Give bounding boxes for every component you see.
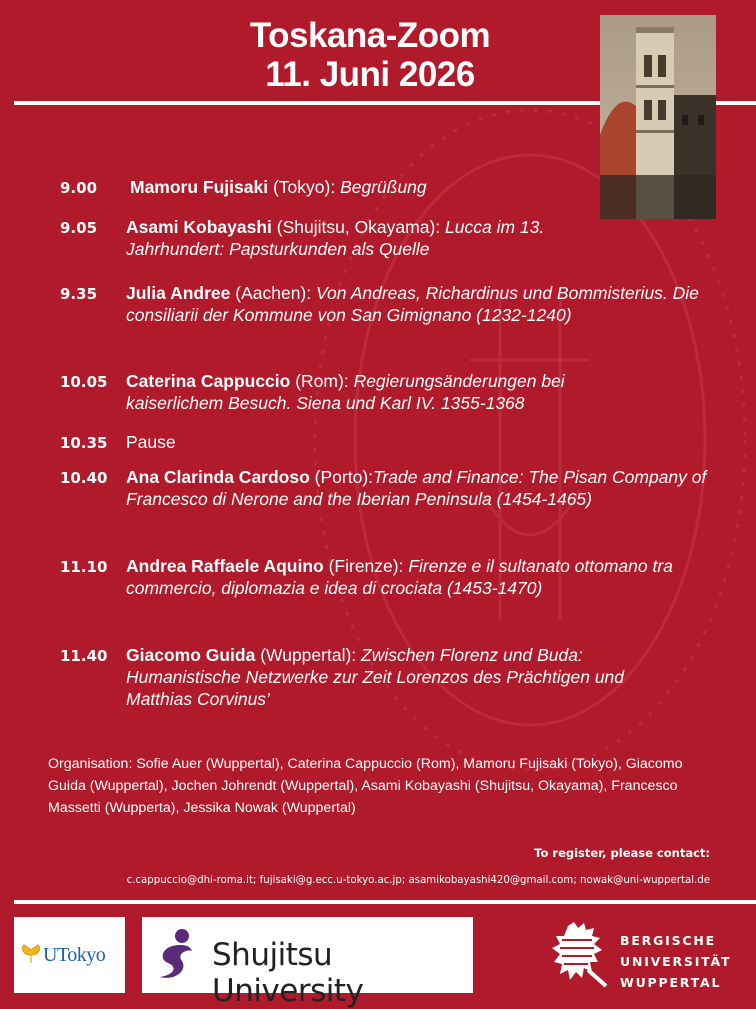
- program-entry: [60, 176, 720, 198]
- speaker-name: Asami Kobayashi: [126, 217, 272, 237]
- contact-emails: c.cappuccio@dhi-roma.it; fujisaki@g.ecc.u-tokyo.ac.jp; asamikobayashi420@gmail.com; nowak@uni-wuppertal.de: [126, 875, 710, 886]
- speaker-affiliation: (Aachen):: [230, 283, 316, 303]
- utokyo-logo: [14, 917, 125, 993]
- entry-time: 9.00: [60, 179, 98, 197]
- organisation-text: Organisation: Sofie Auer (Wuppertal), Caterina Cappuccio (Rom), Mamoru Fujisaki (Tokyo), Giacomo Guida (Wuppertal), Jochen Johrendt (Wuppertal), Asami Kobayashi (Shujitsu, Okayama), Francesco Massetti (Wupperta), Jessika Nowak (Wuppertal): [48, 756, 683, 816]
- talk-title: Begrüßung: [340, 177, 427, 197]
- ginkgo-leaf-icon: [20, 943, 42, 965]
- program-entry: [60, 370, 660, 414]
- talk-title: Trade and Finance: The Pisan Company of Francesco di Nerone and the Iberian Peninsula (1454-1465): [126, 467, 707, 509]
- entry-time: 9.35: [60, 285, 98, 303]
- entry-time: 9.05: [60, 219, 98, 237]
- speaker-name: Andrea Raffaele Aquino: [126, 556, 324, 576]
- bergische-line-3: WUPPERTAL: [620, 975, 722, 990]
- talk-title: Regierungsänderungen bei kaiserlichem Besuch. Siena und Karl IV. 1355-1368: [126, 371, 565, 413]
- speaker-affiliation: (Firenze):: [323, 556, 409, 576]
- speaker-affiliation: (Wuppertal):: [255, 645, 362, 665]
- register-contact-label: To register, please contact:: [534, 846, 710, 860]
- shujitsu-logo: [142, 917, 473, 1009]
- program-entry: [60, 644, 675, 710]
- speaker-affiliation: (Porto):: [309, 467, 374, 487]
- entry-time: 11.40: [60, 647, 108, 665]
- entry-time: 10.05: [60, 373, 108, 391]
- speaker-name: Mamoru Fujisaki: [130, 177, 269, 197]
- speaker-affiliation: (Rom):: [290, 371, 354, 391]
- program-entry: [60, 216, 580, 260]
- pause-label: Pause: [126, 432, 176, 452]
- entry-time: 11.10: [60, 558, 108, 576]
- program-entry: [60, 282, 720, 326]
- utokyo-wordmark: UTokyo: [43, 944, 106, 966]
- bergische-line-2: UNIVERSITÄT: [620, 954, 732, 969]
- speaker-name: Giacomo Guida: [126, 645, 256, 665]
- program-entry: [60, 466, 720, 510]
- talk-title: Zwischen Florenz und Buda: Humanistische Netzwerke zur Zeit Lorenzos des Prächtigen und Matthias Corvinus’: [126, 645, 625, 709]
- footer-divider: [14, 900, 756, 904]
- talk-title: Lucca im 13. Jahrhundert: Papsturkunden als Quelle: [126, 217, 545, 259]
- talk-title: Von Andreas, Richardinus und Bommisterius. Die consiliarii der Kommune von San Gimignano (1232-1240): [126, 283, 699, 325]
- talk-title: Firenze e il sultanato ottomano tra commercio, diplomazia e idea di crociata (1453-1470): [126, 556, 673, 598]
- speaker-name: Ana Clarinda Cardoso: [126, 467, 310, 487]
- speaker-affiliation: (Tokyo):: [268, 177, 341, 197]
- speaker-affiliation: (Shujitsu, Okayama):: [271, 217, 446, 237]
- program-entry: [60, 555, 680, 599]
- bergische-lion-emblem-icon: [548, 920, 610, 992]
- speaker-name: Julia Andree: [126, 283, 231, 303]
- event-title: Toskana-Zoom: [249, 16, 491, 55]
- bergische-line-1: BERGISCHE: [620, 933, 716, 948]
- entry-time: 10.35: [60, 434, 108, 452]
- entry-time: 10.40: [60, 469, 108, 487]
- bergische-wordmark: [620, 930, 731, 993]
- event-date: 11. Juni 2026: [265, 55, 475, 94]
- shujitsu-emblem-icon: [152, 927, 200, 983]
- shujitsu-wordmark: Shujitsu University: [212, 937, 364, 1009]
- program-entry-pause: [60, 431, 720, 453]
- speaker-name: Caterina Cappuccio: [126, 371, 291, 391]
